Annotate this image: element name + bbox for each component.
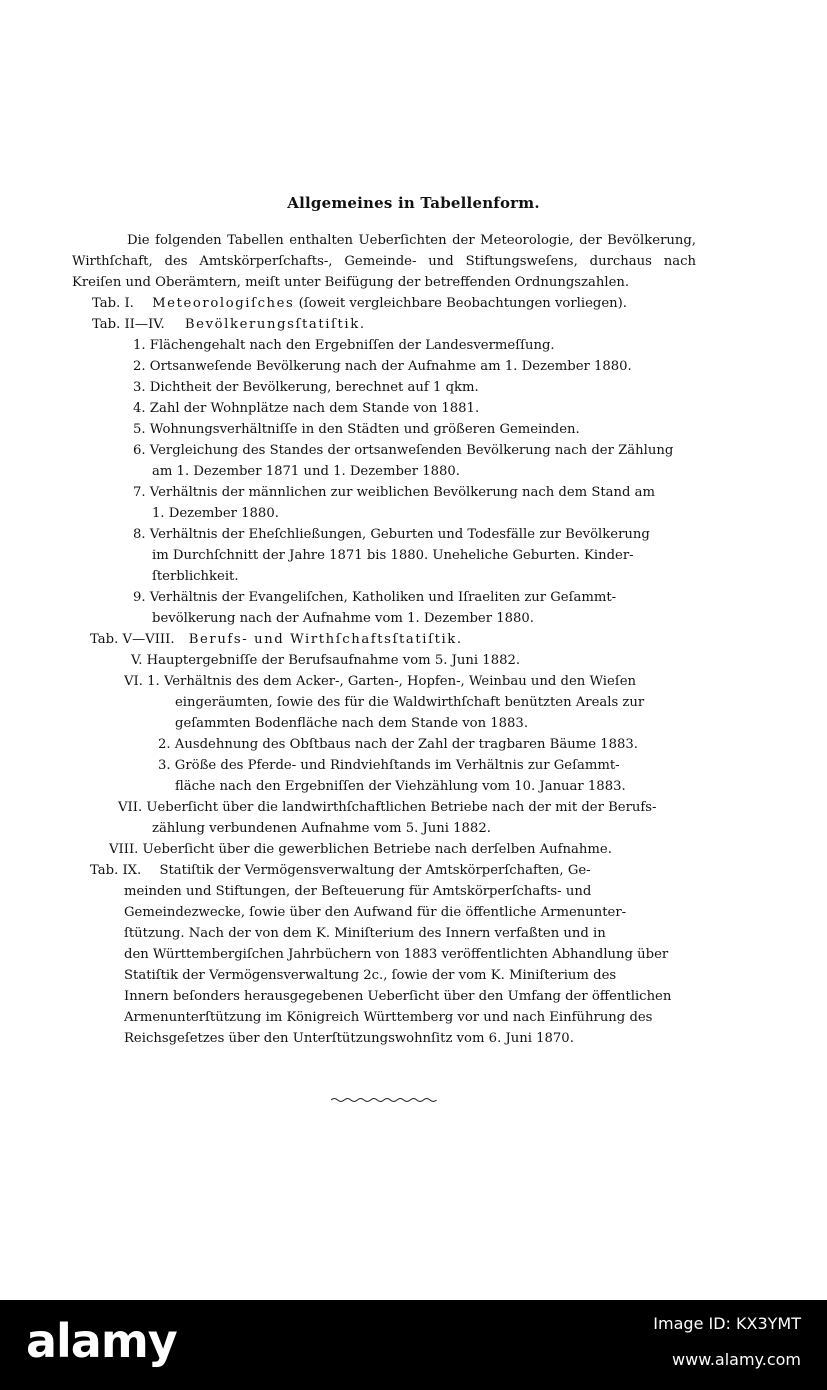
tab3-vi-1-continued-2: geſammten Bodenfläche nach dem Stande von 1883. bbox=[175, 716, 529, 731]
tab2-item-6-continued: am 1. Dezember 1871 und 1. Dezember 1880. bbox=[152, 464, 460, 479]
tab2-item-5 bbox=[133, 421, 580, 441]
tab3-viii bbox=[109, 841, 612, 861]
intro-line-2: Wirthſchaft, des Amtskörperſchafts-, Gemeinde- und Stiftungsweſens, durchaus nach bbox=[72, 254, 696, 269]
tab3-vii-number: VII. bbox=[118, 800, 143, 815]
tab3-vi-1 bbox=[124, 673, 636, 693]
watermark-footer-bar bbox=[0, 1300, 827, 1390]
tab4-line-9: Reichsgeſetzes über den Unterſtützungswohnſitz vom 6. Juni 1870. bbox=[124, 1031, 574, 1046]
tab2-item-8-continued-2: ſterblichkeit. bbox=[152, 569, 239, 584]
tab2-item-7-text: Verhältnis der männlichen zur weiblichen Bevölkerung nach dem Stand am bbox=[149, 485, 656, 500]
tab3-vi-number: VI. bbox=[124, 674, 143, 689]
tab2-item-8-text: Verhältnis der Eheſchließungen, Geburten und Todesfälle zur Bevölkerung bbox=[149, 527, 650, 542]
tab4-line-8: Armenunterſtützung im Königreich Württemberg vor und nach Einführung des bbox=[124, 1010, 653, 1025]
tab3-viii-number: VIII. bbox=[109, 842, 139, 857]
tab2-item-9-text: Verhältnis der Evangeliſchen, Katholiken und Iſraeliten zur Geſammt- bbox=[149, 590, 617, 605]
intro-line-3: Kreiſen und Oberämtern, meiſt unter Beifügung der betreffenden Ordnungszahlen. bbox=[72, 275, 630, 290]
tab2-item-5-number: 5. bbox=[133, 422, 146, 437]
tab2-item-1-number: 1. bbox=[133, 338, 146, 353]
tab3-vi-1-continued-1: eingeräumten, ſowie des für die Waldwirthſchaft benützten Areals zur bbox=[175, 695, 645, 710]
tab1-title: Meteorologiſches bbox=[152, 296, 295, 311]
tab4-line-7: Innern beſonders herausgegebenen Ueberſicht über den Umfang der öffentlichen bbox=[124, 989, 672, 1004]
tab4-line-6: Statiſtik der Vermögensverwaltung 2c., ſowie der vom K. Miniſterium des bbox=[124, 968, 617, 983]
tab3-vii-continued: zählung verbundenen Aufnahme vom 5. Juni 1882. bbox=[152, 821, 491, 836]
tab2-item-3-text: Dichtheit der Bevölkerung, berechnet auf 1 qkm. bbox=[149, 380, 479, 395]
tab2-item-3-number: 3. bbox=[133, 380, 146, 395]
tab2-item-9 bbox=[133, 589, 616, 609]
tab3-v-number: V. bbox=[131, 653, 143, 668]
tab3-vi-2 bbox=[158, 736, 638, 756]
tab3-vi-2-text: Ausdehnung des Obſtbaus nach der Zahl der tragbaren Bäume 1883. bbox=[174, 737, 638, 752]
tab4-line-1: Statiſtik der Vermögensverwaltung der Amtskörperſchaften, Ge- bbox=[159, 863, 591, 878]
image-id-label: Image ID: KX3YMT bbox=[653, 1314, 801, 1333]
tab3-vii bbox=[118, 799, 656, 819]
tab1-note: (ſoweit vergleichbare Beobachtungen vorliegen). bbox=[298, 296, 627, 311]
tab4-row bbox=[90, 862, 591, 882]
tab3-v bbox=[131, 652, 520, 672]
tab2-item-1-text: Flächengehalt nach den Ergebniſſen der Landesvermeſſung. bbox=[149, 338, 555, 353]
tab2-item-6 bbox=[133, 442, 673, 462]
decorative-wavy-rule bbox=[331, 1097, 437, 1103]
tab3-vii-text: Ueberſicht über die landwirthſchaftlichen Betriebe nach der mit der Berufs- bbox=[146, 800, 657, 815]
tab3-vi-1-text: Verhältnis des dem Acker-, Garten-, Hopfen-, Weinbau und den Wieſen bbox=[163, 674, 636, 689]
tab2-item-8 bbox=[133, 526, 650, 546]
tab2-item-8-number: 8. bbox=[133, 527, 146, 542]
tab3-row bbox=[90, 631, 463, 651]
tab1-row bbox=[92, 295, 627, 315]
tab3-vi-3 bbox=[158, 757, 620, 777]
tab3-label: Tab. V—VIII. bbox=[90, 632, 175, 647]
tab3-vi-2-number: 2. bbox=[158, 737, 171, 752]
site-url: www.alamy.com bbox=[672, 1350, 801, 1369]
intro-line-1: Die folgenden Tabellen enthalten Ueberſichten der Meteorologie, der Bevölkerung, bbox=[127, 233, 696, 248]
tab2-item-7-number: 7. bbox=[133, 485, 146, 500]
tab4-line-3: Gemeindezwecke, ſowie über den Aufwand für die öffentliche Armenunter- bbox=[124, 905, 627, 920]
tab2-item-2-text: Ortsanweſende Bevölkerung nach der Aufnahme am 1. Dezember 1880. bbox=[149, 359, 632, 374]
tab2-label: Tab. II—IV. bbox=[92, 317, 165, 332]
tab4-line-5: den Württembergiſchen Jahrbüchern von 1883 veröffentlichten Abhandlung über bbox=[124, 947, 669, 962]
tab2-item-6-text: Vergleichung des Standes der ortsanweſenden Bevölkerung nach der Zählung bbox=[149, 443, 674, 458]
tab3-v-text: Hauptergebniſſe der Berufsaufnahme vom 5. Juni 1882. bbox=[146, 653, 521, 668]
tab2-item-6-number: 6. bbox=[133, 443, 146, 458]
tab2-item-7 bbox=[133, 484, 655, 504]
tab4-label: Tab. IX. bbox=[90, 863, 142, 878]
tab2-item-9-continued: bevölkerung nach der Aufnahme vom 1. Dezember 1880. bbox=[152, 611, 534, 626]
tab2-item-4-text: Zahl der Wohnplätze nach dem Stande von 1881. bbox=[149, 401, 480, 416]
page-heading: Allgemeines in Tabellenform. bbox=[287, 194, 540, 212]
tab1-label: Tab. I. bbox=[92, 296, 134, 311]
tab2-row bbox=[92, 316, 366, 336]
tab2-item-4 bbox=[133, 400, 479, 420]
tab3-viii-text: Ueberſicht über die gewerblichen Betriebe nach derſelben Aufnahme. bbox=[142, 842, 612, 857]
tab4-line-4: ſtützung. Nach der von dem K. Miniſterium des Innern verfaßten und in bbox=[124, 926, 606, 941]
tab3-vi-3-number: 3. bbox=[158, 758, 171, 773]
tab2-item-1 bbox=[133, 337, 555, 357]
tab2-item-5-text: Wohnungsverhältniſſe in den Städten und größeren Gemeinden. bbox=[149, 422, 580, 437]
tab2-item-2 bbox=[133, 358, 632, 378]
tab2-title: Bevölkerungsſtatiſtik. bbox=[184, 317, 366, 332]
tab2-item-7-continued: 1. Dezember 1880. bbox=[152, 506, 279, 521]
tab3-title: Berufs- und Wirthſchaftsſtatiſtik. bbox=[188, 632, 463, 647]
tab2-item-4-number: 4. bbox=[133, 401, 146, 416]
alamy-logo: alamy bbox=[26, 1314, 177, 1368]
tab2-item-8-continued-1: im Durchſchnitt der Jahre 1871 bis 1880. Uneheliche Geburten. Kinder- bbox=[152, 548, 634, 563]
tab3-vi-1-number: 1. bbox=[147, 674, 160, 689]
tab2-item-3 bbox=[133, 379, 479, 399]
tab3-vi-3-continued: fläche nach den Ergebniſſen der Viehzählung vom 10. Januar 1883. bbox=[175, 779, 626, 794]
tab2-item-9-number: 9. bbox=[133, 590, 146, 605]
tab3-vi-3-text: Größe des Pferde- und Rindviehſtands im Verhältnis zur Geſammt- bbox=[174, 758, 620, 773]
tab4-line-2: meinden und Stiftungen, der Beſteuerung für Amtskörperſchafts- und bbox=[124, 884, 592, 899]
tab2-item-2-number: 2. bbox=[133, 359, 146, 374]
